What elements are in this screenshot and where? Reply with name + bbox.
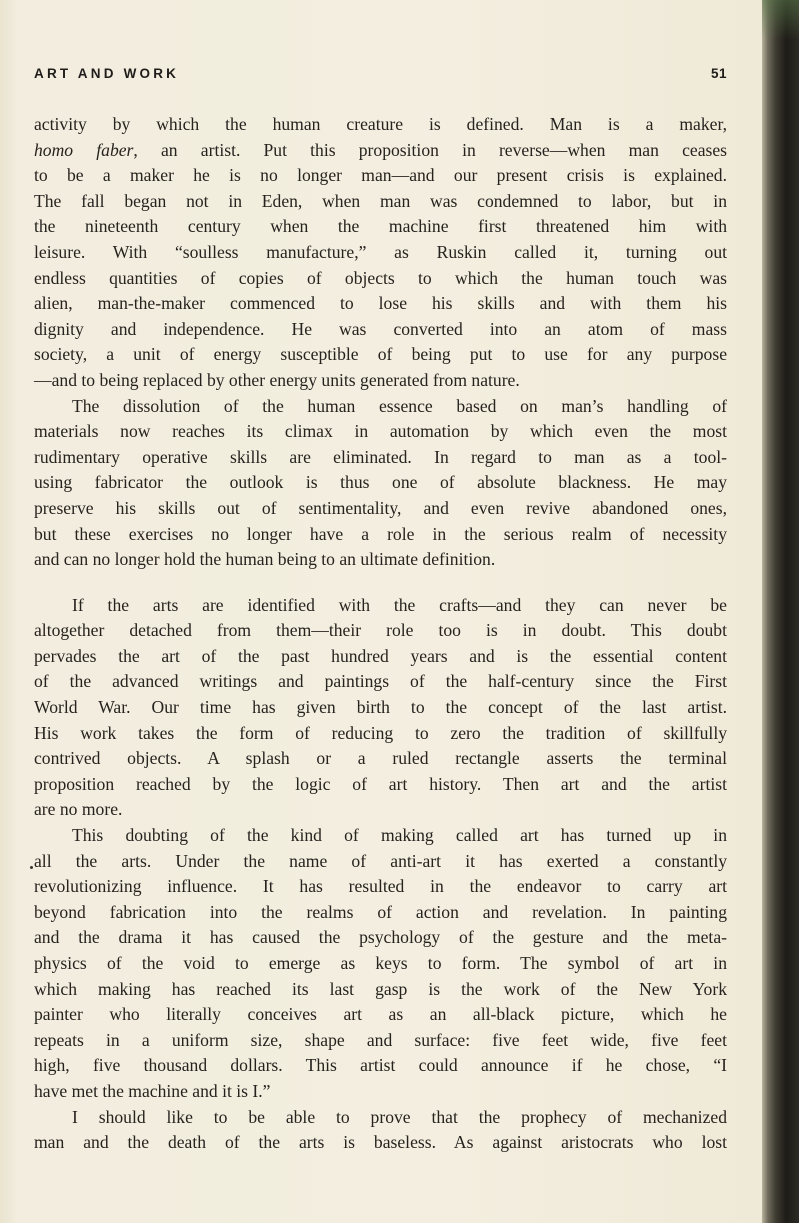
text-line: materials now reaches its climax in automation by which even the most — [34, 421, 727, 442]
text-line: revolutionizing influence. It has resulted in the endeavor to carry art — [34, 876, 727, 897]
text-line: If the arts are identified with the crafts—and they can never be — [72, 594, 727, 615]
text-line: homo faber, an artist. Put this proposition in reverse—when man ceases — [34, 139, 728, 160]
ink-speck — [30, 866, 33, 869]
book-spine-shadow — [762, 0, 799, 40]
text-line: society, a unit of energy susceptible of being put to use for any purpose — [34, 344, 727, 365]
text-line: painter who literally conceives art as an all-black picture, which he — [34, 1004, 727, 1025]
text-line: World War. Our time has given birth to the concept of the last artist. — [34, 697, 727, 718]
text-line: The fall began not in Eden, when man was condemned to labor, but in — [34, 190, 727, 211]
page-number: 51 — [710, 66, 727, 81]
paragraph — [34, 823, 727, 1105]
paragraph — [34, 112, 727, 394]
text-line: high, five thousand dollars. This artist could announce if he chose, “I — [34, 1055, 727, 1076]
text-line: proposition reached by the logic of art history. Then art and the artist — [34, 773, 727, 794]
text-line: endless quantities of copies of objects to which the human touch was — [34, 267, 727, 288]
section-gap — [34, 573, 727, 593]
text-line: man and the death of the arts is baseless. As against aristocrats who lost — [34, 1132, 727, 1153]
paragraph — [34, 394, 727, 573]
text-line: contrived objects. A splash or a ruled rectangle asserts the terminal — [34, 748, 727, 769]
text-line: activity by which the human creature is defined. Man is a maker, — [34, 114, 727, 134]
text-line: altogether detached from them—their role too is in doubt. This doubt — [34, 620, 727, 641]
text-line: beyond fabrication into the realms of action and revelation. In painting — [34, 901, 727, 922]
text-line: using fabricator the outlook is thus one of absolute blackness. He may — [34, 472, 727, 493]
text-line: alien, man-the-maker commenced to lose his skills and with them his — [34, 293, 727, 314]
text-line: preserve his skills out of sentimentality, and even revive abandoned ones, — [34, 497, 727, 518]
text-line: This doubting of the kind of making called art has turned up in — [72, 825, 727, 846]
text-line: —and to being replaced by other energy units generated from nature. — [34, 369, 520, 390]
body-text — [34, 112, 727, 1156]
text-line: and the drama it has caused the psychology of the gesture and the meta- — [34, 927, 727, 948]
text-line: repeats in a uniform size, shape and surface: five feet wide, five feet — [34, 1029, 727, 1050]
book-spine — [762, 0, 799, 1223]
paragraph — [34, 1105, 727, 1156]
text-line: rudimentary operative skills are eliminated. In regard to man as a tool- — [34, 446, 727, 467]
text-line: all the arts. Under the name of anti-art it has exerted a constantly — [34, 850, 727, 871]
text-line: of the advanced writings and paintings of the half-century since the First — [34, 671, 727, 692]
text-line: The dissolution of the human essence based on man’s handling of — [72, 395, 727, 416]
text-line: His work takes the form of reducing to zero the tradition of skillfully — [34, 722, 727, 743]
text-line: to be a maker he is no longer man—and our present crisis is explained. — [34, 165, 727, 186]
running-title: ART AND WORK — [34, 66, 180, 81]
text-line: have met the machine and it is I.” — [34, 1080, 271, 1101]
paragraph — [34, 593, 727, 823]
page-header — [34, 66, 727, 86]
text-line: leisure. With “soulless manufacture,” as Ruskin called it, turning out — [34, 241, 727, 262]
text-line: pervades the art of the past hundred years and is the essential content — [34, 645, 727, 666]
text-line: and can no longer hold the human being to an ultimate definition. — [34, 549, 496, 570]
text-line: but these exercises no longer have a role in the serious realm of necessity — [34, 523, 727, 544]
text-line: which making has reached its last gasp is the work of the New York — [34, 978, 727, 999]
text-line: I should like to be able to prove that the prophecy of mechanized — [72, 1106, 727, 1127]
text-line: dignity and independence. He was converted into an atom of mass — [34, 318, 727, 339]
text-line: are no more. — [34, 799, 123, 820]
text-line: physics of the void to emerge as keys to form. The symbol of art in — [34, 953, 727, 973]
text-line: the nineteenth century when the machine first threatened him with — [34, 216, 727, 237]
